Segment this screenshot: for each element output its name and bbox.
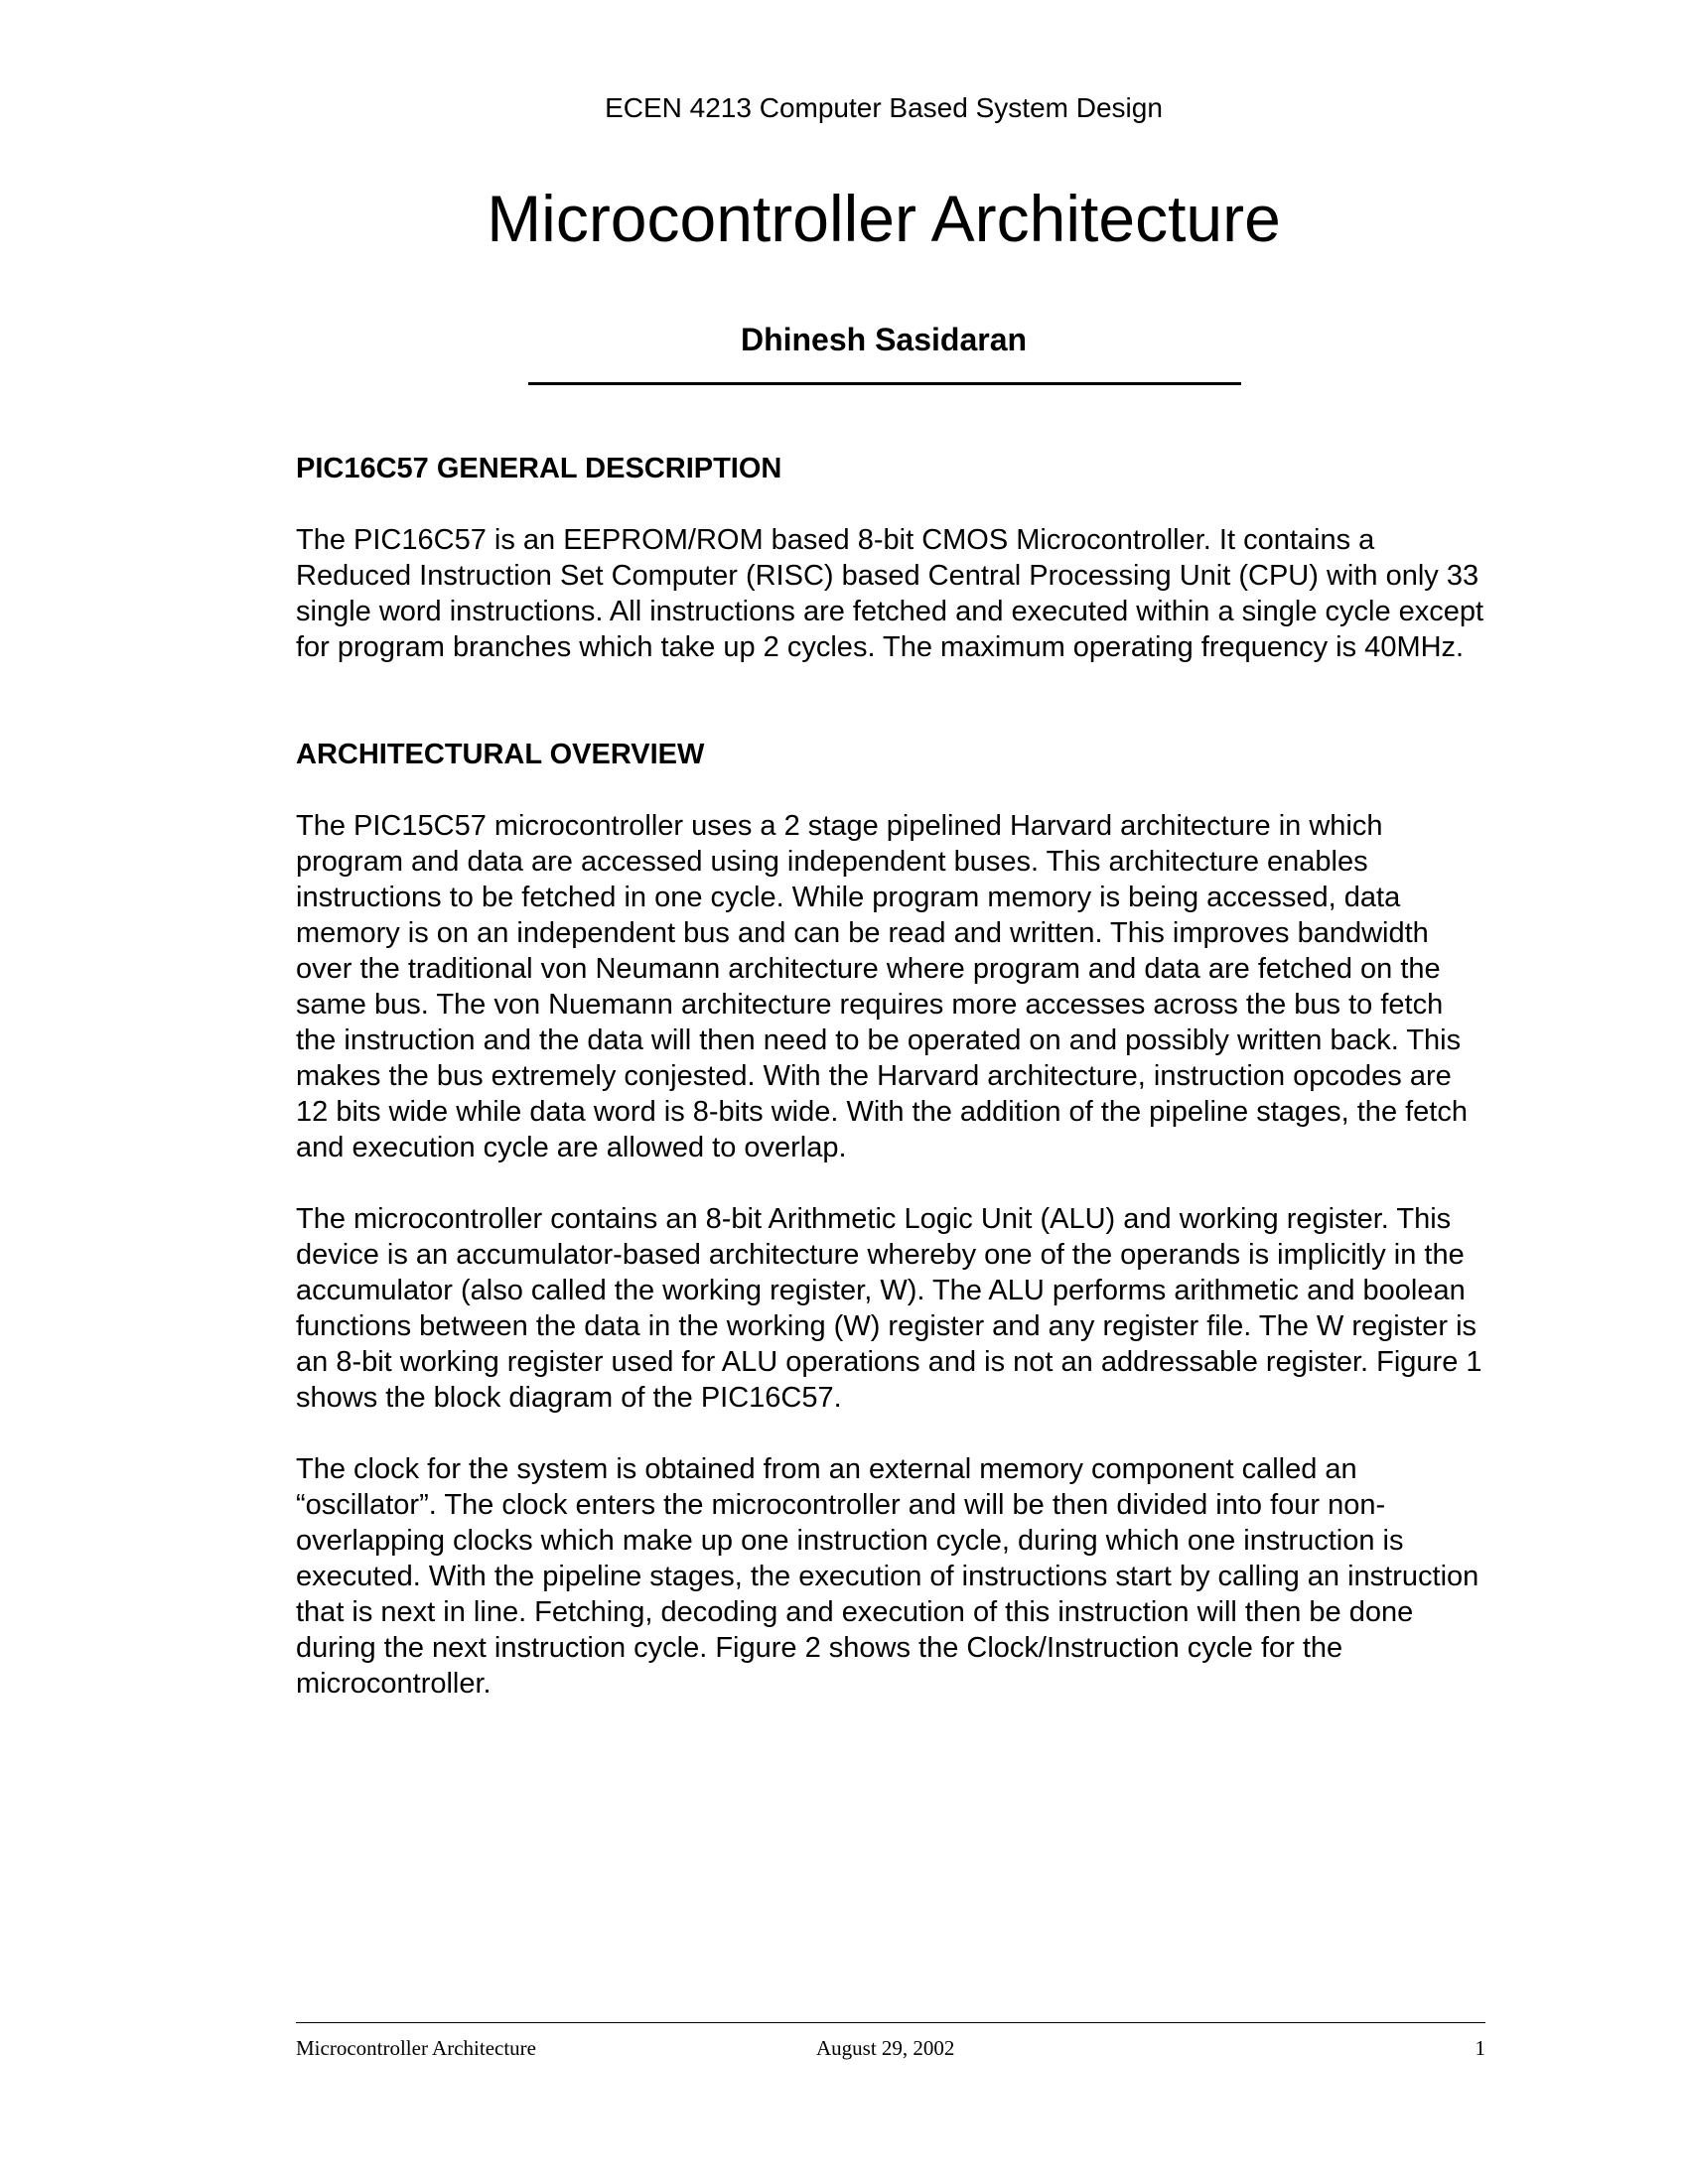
- footer-document-title: Microcontroller Architecture: [296, 2036, 536, 2060]
- page-number: 1: [1475, 2036, 1485, 2060]
- footer-date: August 29, 2002: [816, 2036, 955, 2060]
- section-architectural-overview: [296, 737, 1485, 1702]
- section-heading: ARCHITECTURAL OVERVIEW: [296, 739, 705, 770]
- document-body: [296, 451, 1485, 1702]
- footer-divider: [296, 2022, 1485, 2023]
- paragraph: The PIC16C57 is an EEPROM/ROM based 8-bit CMOS Microcontroller. It contains a Reduced Instruction Set Computer (RISC) based Central Processing Unit (CPU) with only 33 single word instructions. All instructions are fetched and executed within a single cycle except for program branches which take up 2 cycles. The maximum operating frequency is 40MHz.: [296, 524, 1484, 663]
- section-heading: PIC16C57 GENERAL DESCRIPTION: [296, 453, 782, 484]
- paragraph: The PIC15C57 microcontroller uses a 2 stage pipelined Harvard architecture in which program and data are accessed using independent buses. This architecture enables instructions to be fetched in one cycle. While program memory is being accessed, data memory is on an independent bus and can be read and written. This improves bandwidth over the traditional von Neumann architecture where program and data are fetched on the same bus. The von Nuemann architecture requires more accesses across the bus to fetch the instruction and the data will then need to be operated on and possibly written back. This makes the bus extremely conjested. With the Harvard architecture, instruction opcodes are 12 bits wide while data word is 8-bits wide. With the addition of the pipeline stages, the fetch and execution cycle are allowed to overlap.: [296, 810, 1468, 1163]
- course-header: ECEN 4213 Computer Based System Design: [605, 92, 1163, 123]
- author-divider: [528, 382, 1241, 385]
- paragraph: The clock for the system is obtained from an external memory component called an “oscillator”. The clock enters the microcontroller and will be then divided into four non-overlapping clocks which make up one instruction cycle, during which one instruction is executed. With the pipeline stages, the execution of instructions start by calling an instruction that is next in line. Fetching, decoding and execution of this instruction will then be done during the next instruction cycle. Figure 2 shows the Clock/Instruction cycle for the microcontroller.: [296, 1453, 1479, 1700]
- author-name: Dhinesh Sasidaran: [740, 322, 1028, 357]
- paragraph: The microcontroller contains an 8-bit Arithmetic Logic Unit (ALU) and working register. This device is an accumulator-based architecture whereby one of the operands is implicitly in the accumulator (also called the working register, W). The ALU performs arithmetic and boolean functions between the data in the working (W) register and any register file. The W register is an 8-bit working register used for ALU operations and is not an addressable register. Figure 1 shows the block diagram of the PIC16C57.: [296, 1203, 1482, 1414]
- section-general-description: [296, 451, 1485, 665]
- document-title: Microcontroller Architecture: [487, 182, 1281, 255]
